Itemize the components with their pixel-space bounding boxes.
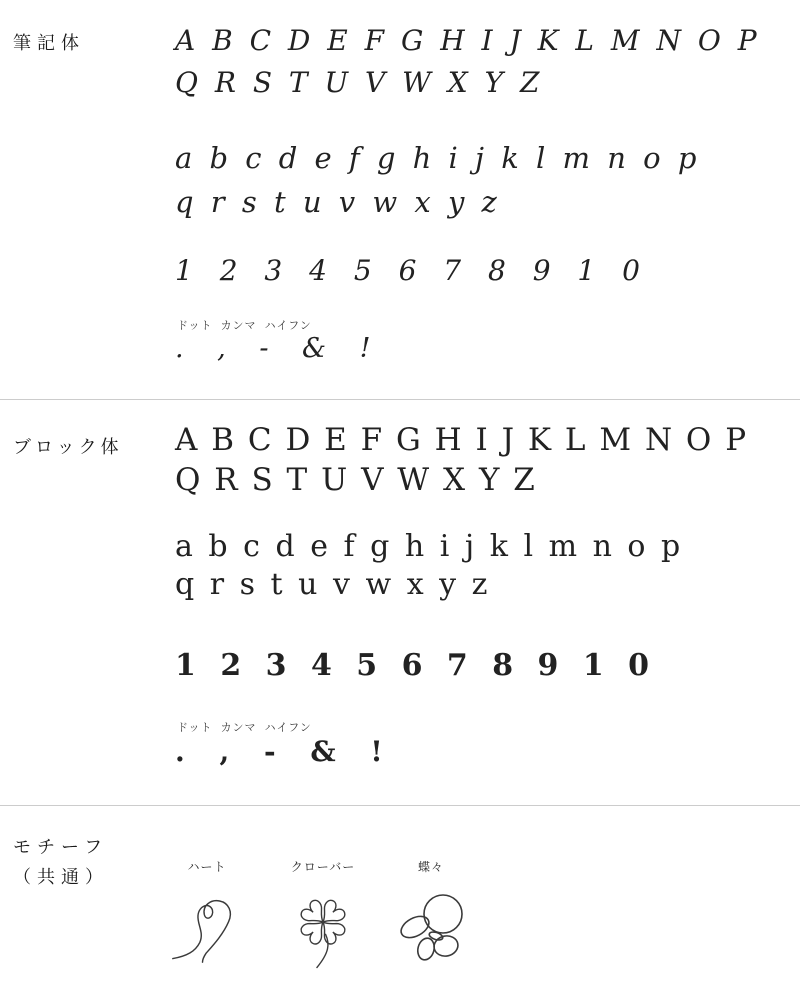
motif-section-title-line1: モチーフ xyxy=(13,837,109,857)
dot-label: ドット xyxy=(177,320,213,332)
comma-label: カンマ xyxy=(220,722,257,734)
motif-clover xyxy=(275,858,371,971)
block-symbol-samples: . , - & ! xyxy=(175,735,392,768)
block-uppercase-line2: Q R S T U V W X Y Z xyxy=(175,462,537,498)
heart-line-icon xyxy=(171,889,243,967)
section-label-motif xyxy=(13,832,109,892)
motif-heart-label: ハート xyxy=(187,860,227,874)
script-uppercase-line1: A B C D E F G H I J K L M N O P xyxy=(175,24,761,57)
divider-1 xyxy=(0,399,800,400)
section-label-script xyxy=(13,28,85,58)
motif-heart xyxy=(159,858,255,967)
script-lowercase-line2: q r s t u v w x y z xyxy=(175,185,501,219)
divider-2 xyxy=(0,805,800,806)
block-section-title: ブロック体 xyxy=(13,437,123,457)
block-number-samples: 1 2 3 4 5 6 7 8 9 1 0 xyxy=(175,648,657,683)
motif-butterfly xyxy=(383,858,479,965)
block-uppercase-samples xyxy=(175,420,748,500)
block-uppercase-line1: A B C D E F G H I J K L M N O P xyxy=(175,422,749,458)
block-lowercase-line2: q r s t u v w x y z xyxy=(175,567,491,602)
script-number-samples: 1 2 3 4 5 6 7 8 9 1 0 xyxy=(175,254,649,287)
motif-section-title-line2: （共通） xyxy=(13,867,109,887)
motif-butterfly-label: 蝶々 xyxy=(417,860,444,874)
script-lowercase-line1: a b c d e f g h i j k l m n o p xyxy=(175,141,701,175)
hyphen-label: ハイフン xyxy=(264,320,312,332)
script-section-title: 筆記体 xyxy=(13,33,85,53)
motif-clover-label: クローバー xyxy=(290,860,356,874)
section-label-block xyxy=(13,432,123,462)
block-lowercase-samples xyxy=(175,528,683,604)
script-lowercase-samples xyxy=(175,136,700,224)
butterfly-line-icon xyxy=(398,889,464,965)
script-uppercase-samples xyxy=(175,20,761,104)
clover-line-icon xyxy=(286,889,360,971)
script-symbol-samples: . , - & ! xyxy=(175,333,380,364)
comma-label: カンマ xyxy=(220,320,257,332)
script-uppercase-line2: Q R S T U V W X Y Z xyxy=(175,66,544,99)
hyphen-label: ハイフン xyxy=(264,722,312,734)
block-lowercase-line1: a b c d e f g h i j k l m n o p xyxy=(175,529,684,564)
dot-label: ドット xyxy=(177,722,213,734)
